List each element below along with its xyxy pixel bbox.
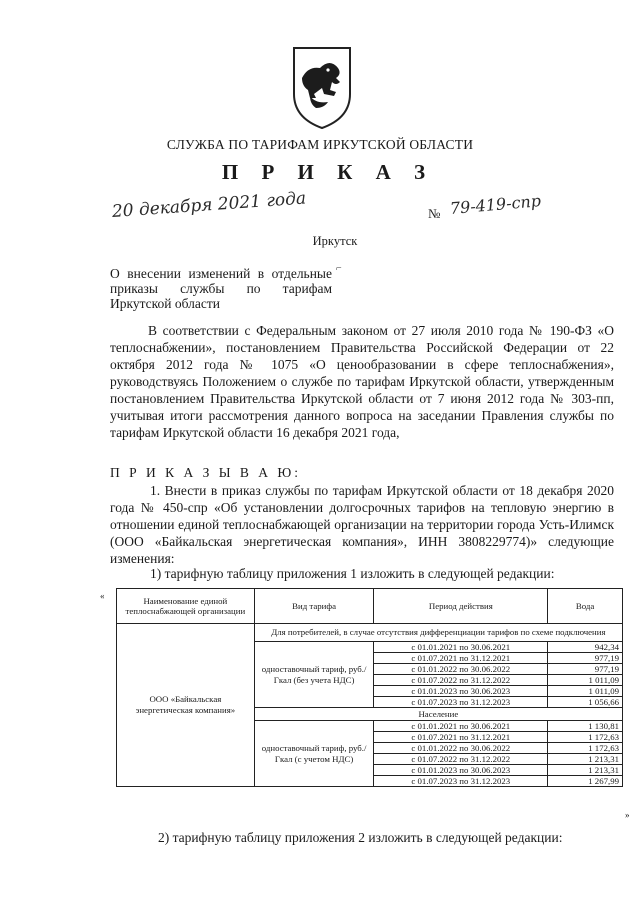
category-row: Население [254, 708, 622, 721]
table-quote-close: » [625, 810, 630, 820]
period-cell: с 01.01.2023 по 30.06.2023 [374, 765, 548, 776]
period-cell: с 01.07.2022 по 31.12.2022 [374, 675, 548, 686]
header-tariff-type: Вид тарифа [254, 589, 374, 624]
handwritten-date: 20 декабря 2021 года [111, 188, 307, 222]
handwritten-order-number: 79-419-спр [449, 191, 542, 218]
header-period: Период действия [374, 589, 548, 624]
item-1-paragraph: 1. Внести в приказ службы по тарифам Иркутской области от 18 декабря 2020 года № 450-спр «Об установлении долгосрочных тарифов на тепловую энергию в отношении единой теплоснабжающей организации на территории города Усть-Илимск (ООО «Байкальская энергетическая компания», ИНН 3808229774)» следующие изменения: [110, 483, 614, 566]
tariff-type-cell: одноставочный тариф, руб./Гкал (с учетом НДС) [254, 721, 374, 787]
coat-of-arms-icon [288, 44, 356, 132]
order-word: П Р И К А З Ы В А Ю: [110, 465, 302, 480]
value-cell: 1 056,66 [548, 697, 623, 708]
subitem-1-text: 1) тарифную таблицу приложения 1 изложить в следующей редакции: [150, 566, 555, 581]
table-header-row [117, 589, 623, 624]
period-cell: с 01.07.2023 по 31.12.2023 [374, 776, 548, 787]
period-cell: с 01.07.2023 по 31.12.2023 [374, 697, 548, 708]
subject-bracket-mark: ⌐ [336, 263, 342, 274]
order-subject: О внесении изменений в отдельные приказы службы по тарифам Иркутской области [110, 266, 332, 311]
org-name-cell: ООО «Байкальская энергетическая компания» [117, 624, 255, 787]
category-row: Для потребителей, в случае отсутствия дифференциации тарифов по схеме подключения [254, 624, 622, 642]
subitem-2-text: 2) тарифную таблицу приложения 2 изложить в следующей редакции: [158, 830, 563, 845]
value-cell: 1 011,09 [548, 686, 623, 697]
table-quote-open: « [100, 591, 105, 601]
value-cell: 1 213,31 [548, 765, 623, 776]
number-sign: № [428, 206, 441, 221]
document-title: П Р И К А З [221, 160, 435, 184]
organization-name: СЛУЖБА ПО ТАРИФАМ ИРКУТСКОЙ ОБЛАСТИ [166, 137, 474, 152]
header-org: Наименование единой теплоснабжающей организации [117, 589, 255, 624]
period-cell: с 01.01.2021 по 30.06.2021 [374, 721, 548, 732]
city-name: Иркутск [312, 234, 358, 248]
period-cell: с 01.01.2023 по 30.06.2023 [374, 686, 548, 697]
value-cell: 1 011,09 [548, 675, 623, 686]
value-cell: 977,19 [548, 653, 623, 664]
period-cell: с 01.01.2022 по 30.06.2022 [374, 664, 548, 675]
value-cell: 1 172,63 [548, 732, 623, 743]
period-cell: с 01.01.2021 по 30.06.2021 [374, 642, 548, 653]
preamble-paragraph: В соответствии с Федеральным законом от 27 июля 2010 года № 190-ФЗ «О теплоснабжении», постановлением Правительства Российской Федерации от 22 октября 2012 года № 1075 «О ценообразовании в сфере теплоснабжения», руководствуясь Положением о службе по тарифам Иркутской области, утвержденным постановлением Правительства Иркутской области от 7 июня 2012 года № 303-пп, учитывая итоги рассмотрения данного вопроса на заседании Правления службы по тарифам Иркутской области 16 декабря 2021 года, [110, 323, 614, 440]
tariff-table [116, 588, 623, 787]
value-cell: 1 213,31 [548, 754, 623, 765]
period-cell: с 01.07.2021 по 31.12.2021 [374, 653, 548, 664]
value-cell: 977,19 [548, 664, 623, 675]
value-cell: 942,34 [548, 642, 623, 653]
value-cell: 1 172,63 [548, 743, 623, 754]
period-cell: с 01.07.2021 по 31.12.2021 [374, 732, 548, 743]
period-cell: с 01.01.2022 по 30.06.2022 [374, 743, 548, 754]
period-cell: с 01.07.2022 по 31.12.2022 [374, 754, 548, 765]
header-water: Вода [548, 589, 623, 624]
tariff-type-cell: одноставочный тариф, руб./Гкал (без учета НДС) [254, 642, 374, 708]
value-cell: 1 267,99 [548, 776, 623, 787]
value-cell: 1 130,81 [548, 721, 623, 732]
